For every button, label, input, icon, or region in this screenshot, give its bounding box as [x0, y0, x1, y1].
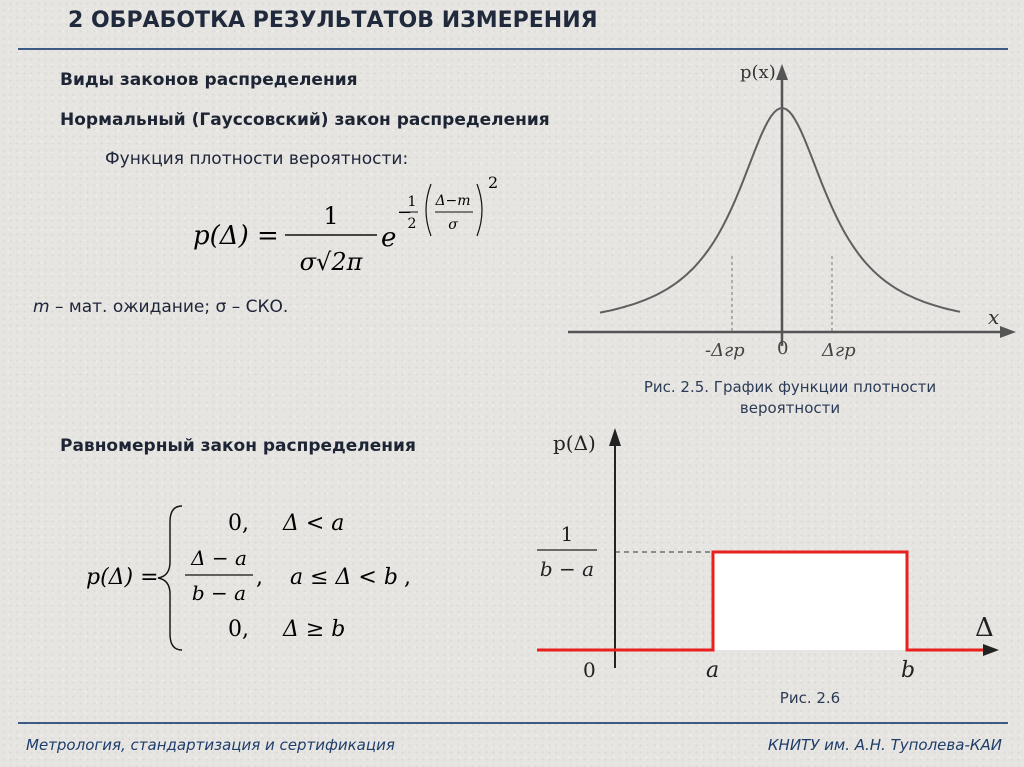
uniform-row2-end: ,: [404, 565, 411, 590]
heading-uniform-law: Равномерный закон распределения: [60, 436, 416, 456]
exponent-half-den: 2: [407, 216, 417, 232]
footer-university: КНИТУ им. А.Н. Туполева-КАИ: [767, 736, 1002, 754]
exponential-base: e: [381, 223, 397, 253]
heading-distribution-laws: Виды законов распределения: [60, 70, 358, 90]
tick-pos-delta: Δгр: [822, 340, 856, 361]
x-axis-label: x: [988, 305, 1000, 329]
x-axis-arrow: [983, 644, 999, 656]
y-axis-label: p(x): [740, 62, 776, 83]
uniform-row2-denominator: b − a: [191, 581, 247, 605]
y-axis-arrow: [609, 428, 621, 446]
uniform-row1-value: 0,: [228, 511, 249, 536]
exponent-sign: −: [397, 202, 413, 223]
exponent-power: 2: [488, 173, 499, 192]
formula-numerator: 1: [323, 202, 339, 230]
y-axis-arrow: [776, 64, 788, 80]
uniform-row2-numerator: Δ − a: [191, 546, 247, 570]
param-text: – мат. ожидание; σ – СКО.: [49, 297, 289, 317]
gaussian-curve: [600, 108, 960, 313]
footer-rule: [18, 722, 1008, 724]
parameters-note: [33, 297, 288, 317]
tick-b: b: [901, 658, 916, 683]
uniform-area: [713, 552, 907, 650]
tick-zero: 0: [583, 658, 596, 682]
uniform-density-chart: [525, 418, 1020, 688]
uniform-row2-condition: a ≤ Δ < b: [290, 565, 398, 590]
formula-lhs: p(Δ) =: [193, 221, 279, 251]
param-m: m: [33, 297, 50, 317]
footer-course: Метрология, стандартизация и сертификация: [26, 736, 395, 754]
tick-neg-delta: -Δгр: [705, 340, 745, 361]
uniform-row2-comma: ,: [256, 565, 263, 590]
y-axis-label: p(Δ): [553, 431, 596, 455]
tick-zero: 0: [777, 338, 789, 359]
uniform-row1-condition: Δ < a: [283, 511, 345, 536]
slide-title: 2 ОБРАБОТКА РЕЗУЛЬТАТОВ ИЗМЕРЕНИЯ: [68, 8, 598, 33]
left-paren: [426, 184, 431, 236]
inner-denominator: σ: [448, 217, 458, 233]
level-denominator: b − a: [539, 557, 595, 581]
exponent-half-num: 1: [407, 194, 417, 210]
inner-numerator: Δ−m: [435, 193, 471, 209]
density-function-label: Функция плотности вероятности:: [105, 149, 409, 169]
uniform-row3-condition: Δ ≥ b: [283, 617, 346, 642]
uniform-density-formula: [78, 500, 428, 660]
uniform-row3-value: 0,: [228, 617, 249, 642]
x-axis-label: Δ: [975, 613, 994, 643]
header-rule: [18, 48, 1008, 50]
right-paren: [477, 184, 482, 236]
x-axis-arrow: [1000, 326, 1016, 338]
normal-density-formula: [185, 160, 515, 285]
left-brace: [158, 506, 182, 650]
gaussian-density-chart: [560, 56, 1020, 376]
level-numerator: 1: [560, 522, 574, 546]
figure-2-6-caption: Рис. 2.6: [779, 689, 841, 707]
tick-a: a: [706, 658, 720, 683]
uniform-lhs: p(Δ) =: [86, 565, 159, 590]
heading-normal-law: Нормальный (Гауссовский) закон распределения: [60, 110, 550, 130]
formula-denominator: σ√2π: [299, 248, 363, 276]
figure-2-5-caption: Рис. 2.5. График функции плотности вероятности: [643, 378, 937, 417]
